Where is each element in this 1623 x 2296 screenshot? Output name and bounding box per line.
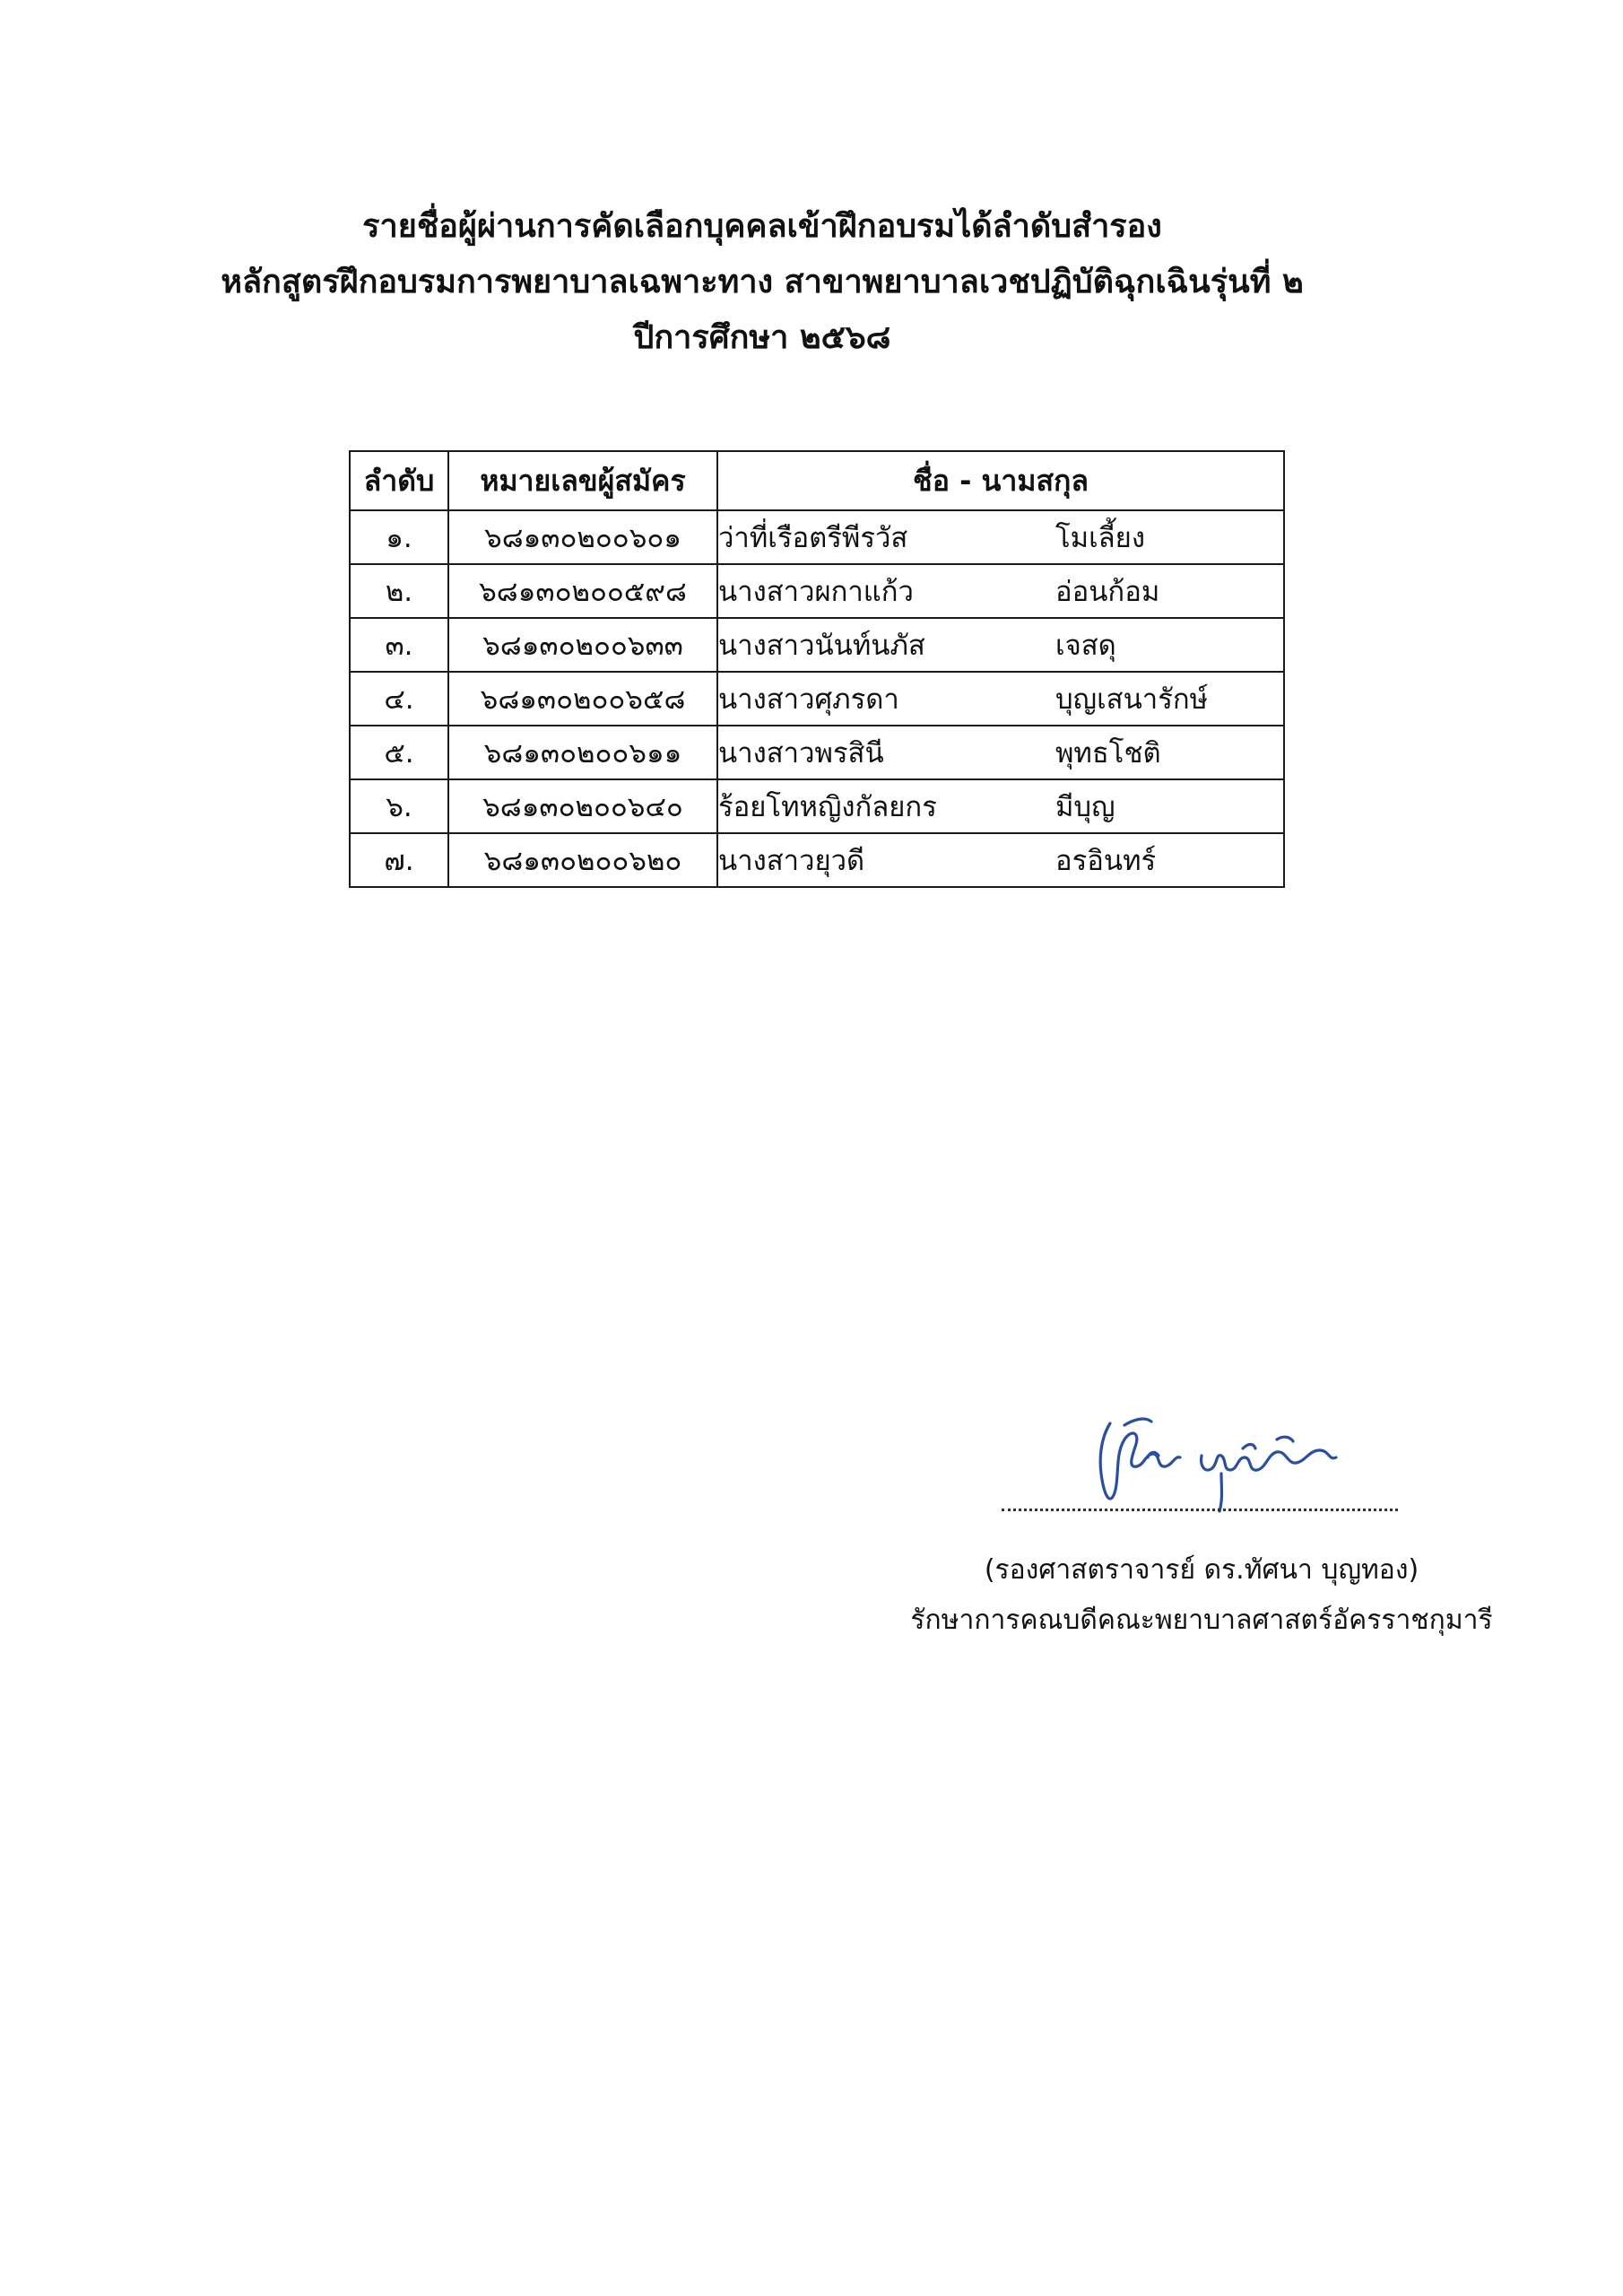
table-row	[350, 779, 1284, 833]
academic-year: ปีการศึกษา ๒๕๖๘	[633, 319, 891, 356]
full-name-cell	[717, 564, 1284, 618]
sequence-cell: ๔.	[350, 672, 448, 726]
signer-position: รักษาการคณบดีคณะพยาบาลศาสตร์อัครราชกุมารี	[910, 1605, 1493, 1636]
given-name: นางสาวผกาแก้ว	[718, 576, 914, 608]
full-name-cell	[717, 726, 1284, 779]
document-title: รายชื่อผู้ผ่านการคัดเลือกบุคคลเข้าฝึกอบรมได้ลำดับสำรอง	[362, 208, 1162, 245]
document-header	[0, 199, 1524, 366]
surname: อ่อนก้อม	[1055, 576, 1160, 608]
table-row	[350, 672, 1284, 726]
full-name-cell	[717, 779, 1284, 833]
column-header-full-name: ชื่อ - นามสกุล	[717, 451, 1284, 510]
full-name-cell	[717, 510, 1284, 564]
surname: โมเลี้ยง	[1055, 522, 1145, 554]
signature-line	[1002, 1509, 1398, 1511]
applicant-id-cell: ๖๘๑๓๐๒๐๐๖๔๐	[448, 779, 717, 833]
table-row	[350, 833, 1284, 887]
course-title: หลักสูตรฝึกอบรมการพยาบาลเฉพาะทาง สาขาพยาบาลเวชปฏิบัติฉุกเฉินรุ่นที่ ๒	[221, 264, 1304, 300]
sequence-cell: ๒.	[350, 564, 448, 618]
given-name: นางสาวนันท์นภัส	[718, 630, 925, 662]
sequence-cell: ๖.	[350, 779, 448, 833]
column-header-applicant-id: หมายเลขผู้สมัคร	[448, 451, 717, 510]
surname: มีบุญ	[1055, 791, 1115, 823]
table-row	[350, 564, 1284, 618]
sequence-cell: ๓.	[350, 618, 448, 672]
given-name: นางสาวศุภรดา	[718, 683, 899, 716]
table-header-row	[350, 451, 1284, 510]
applicant-id-cell: ๖๘๑๓๐๒๐๐๖๐๑	[448, 510, 717, 564]
surname: เจสดุ	[1055, 630, 1116, 662]
applicant-id-cell: ๖๘๑๓๐๒๐๐๖๓๓	[448, 618, 717, 672]
sequence-cell: ๕.	[350, 726, 448, 779]
surname: พุทธโชติ	[1055, 737, 1161, 770]
full-name-cell	[717, 833, 1284, 887]
table-row	[350, 618, 1284, 672]
given-name: นางสาวยุวดี	[718, 845, 865, 877]
given-name: ว่าที่เรือตรีพีรวัส	[718, 522, 908, 554]
signer-name: (รองศาสตราจารย์ ดร.ทัศนา บุญทอง)	[984, 1554, 1419, 1586]
handwritten-signature	[1085, 1404, 1354, 1520]
applicant-id-cell: ๖๘๑๓๐๒๐๐๕๙๘	[448, 564, 717, 618]
surname: บุญเสนารักษ์	[1055, 683, 1209, 716]
column-header-sequence: ลำดับ	[350, 451, 448, 510]
applicant-id-cell: ๖๘๑๓๐๒๐๐๖๒๐	[448, 833, 717, 887]
full-name-cell	[717, 672, 1284, 726]
full-name-cell	[717, 618, 1284, 672]
reserve-list-table	[349, 450, 1285, 888]
given-name: นางสาวพรสินี	[718, 737, 884, 770]
sequence-cell: ๗.	[350, 833, 448, 887]
table-row	[350, 510, 1284, 564]
applicant-id-cell: ๖๘๑๓๐๒๐๐๖๕๘	[448, 672, 717, 726]
sequence-cell: ๑.	[350, 510, 448, 564]
given-name: ร้อยโทหญิงกัลยกร	[718, 791, 937, 823]
table-row	[350, 726, 1284, 779]
applicant-id-cell: ๖๘๑๓๐๒๐๐๖๑๑	[448, 726, 717, 779]
surname: อรอินทร์	[1055, 845, 1157, 877]
